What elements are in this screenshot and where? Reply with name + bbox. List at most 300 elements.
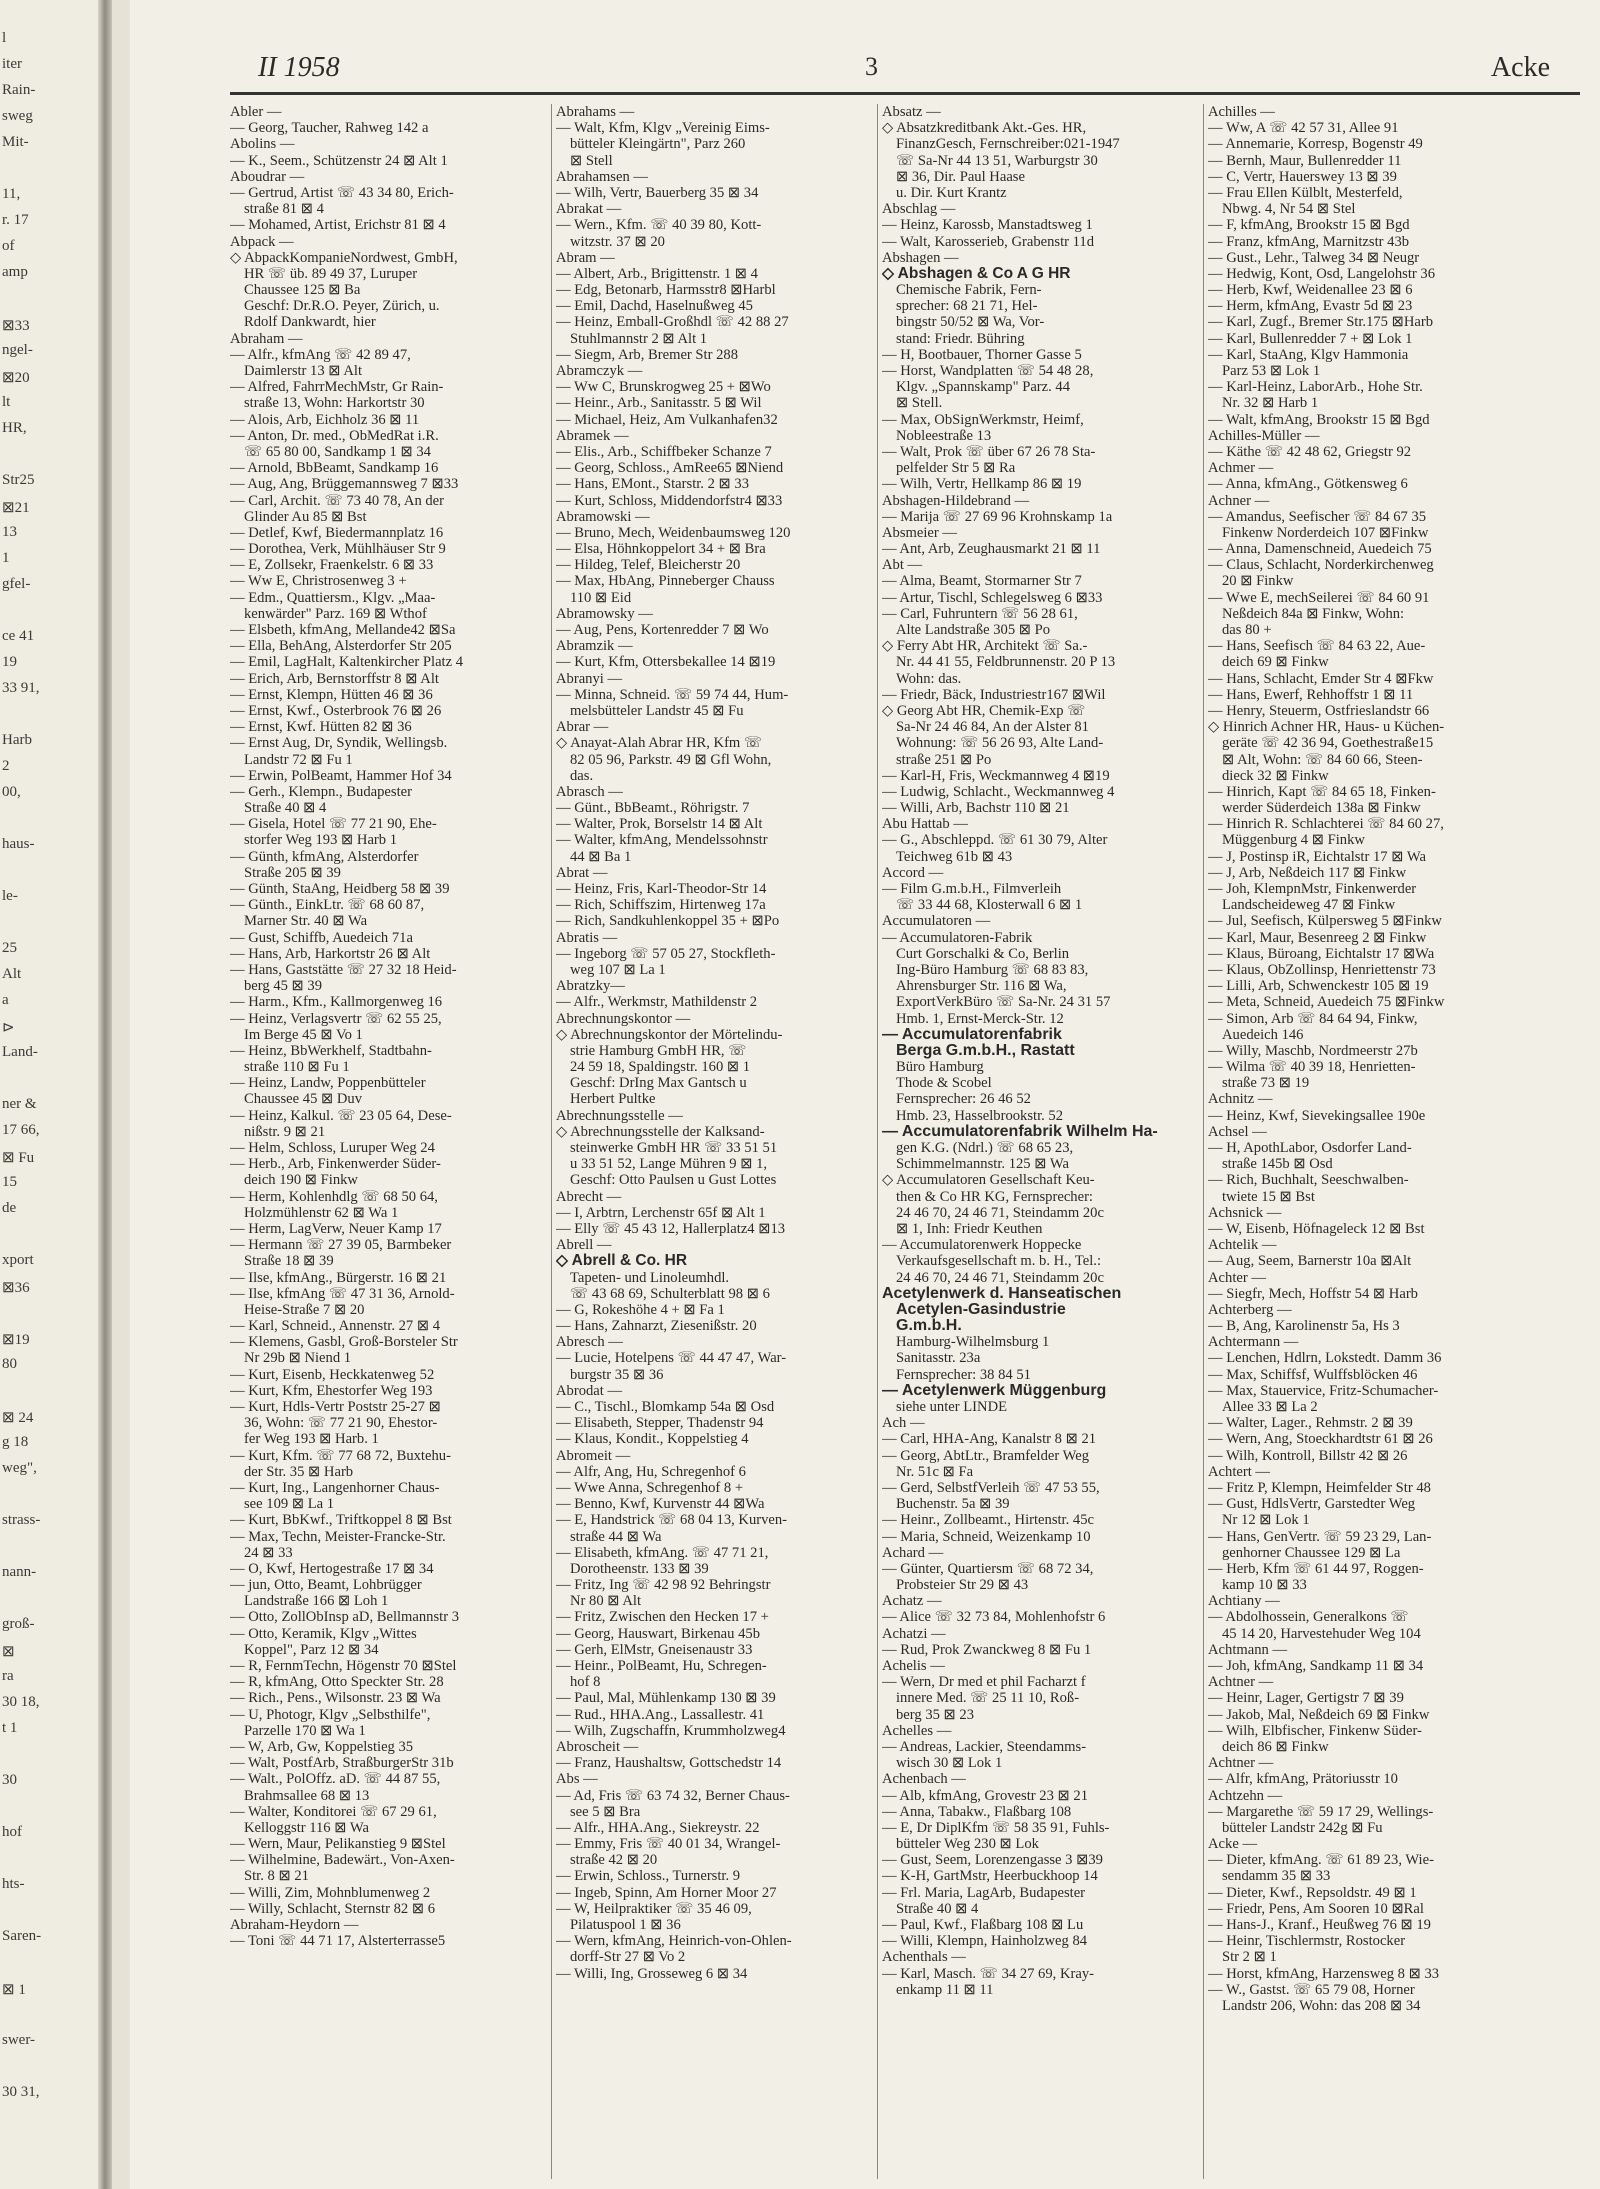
directory-entry: — Kurt, Hdls-Vertr Poststr 25-27 ⊠: [230, 1399, 441, 1415]
directory-entry: — Kurt, Kfm, Ottersbekallee 14 ⊠19: [556, 654, 776, 671]
previous-page-line: 30 31,: [2, 2084, 40, 2100]
directory-entry: — Hans, Zahnarzt, Ziesenißstr. 20: [556, 1318, 757, 1335]
directory-entry: — Ernst, Kwf., Osterbrook 76 ⊠ 26: [230, 702, 442, 719]
previous-page-line: Land-: [2, 1044, 38, 1060]
directory-entry: Achenbach —: [882, 1771, 966, 1788]
directory-entry: Ing-Büro Hamburg ☏ 68 83 83,: [896, 961, 1089, 978]
previous-page-line: Mit-: [2, 134, 29, 150]
directory-entry: see 109 ⊠ La 1: [244, 1496, 335, 1513]
directory-entry: — Alfr, kfmAng, Prätoriusstr 10: [1208, 1771, 1398, 1788]
previous-page-line: 80: [2, 1356, 17, 1372]
previous-page-line: haus-: [2, 836, 35, 852]
directory-entry: — W., Gastst. ☏ 65 79 08, Horner: [1208, 1981, 1415, 1998]
directory-entry: Abrahams —: [556, 104, 635, 120]
directory-entry: FinanzGesch, Fernschreiber:021-1947: [896, 136, 1120, 153]
directory-entry: bütteler Kleingärtn", Parz 260: [570, 136, 746, 153]
directory-entry: u 33 51 52, Lange Mühren 9 ⊠ 1,: [570, 1156, 768, 1173]
previous-page-line: ngel-: [2, 342, 33, 358]
directory-entry: — H, ApothLabor, Osdorfer Land-: [1208, 1140, 1412, 1156]
directory-entry: strie Hamburg GmbH HR, ☏: [570, 1042, 747, 1059]
directory-entry: — Hans, Schlacht, Emder Str 4 ⊠Fkw: [1208, 670, 1434, 687]
directory-entry: sendamm 35 ⊠ 33: [1222, 1868, 1331, 1885]
directory-entry: — Alfr, Ang, Hu, Schregenhof 6: [556, 1463, 746, 1480]
directory-entry: Abrecht —: [556, 1188, 622, 1205]
directory-entry: — Walt, Karosserieb, Grabenstr 11d: [882, 233, 1095, 250]
directory-entry: innere Med. ☏ 25 11 10, Roß-: [896, 1690, 1080, 1707]
directory-entry: Abu Hattab —: [882, 816, 968, 833]
directory-entry: — Otto, ZollObInsp aD, Bellmannstr 3: [230, 1609, 460, 1626]
directory-entry: Nr. 44 41 55, Feldbrunnenstr. 20 P 13: [896, 654, 1116, 671]
previous-page-line: sweg: [2, 108, 33, 124]
directory-entry: — Willi, Arb, Bachstr 110 ⊠ 21: [882, 800, 1070, 817]
directory-entry: Tapeten- und Linoleumhdl.: [570, 1269, 730, 1286]
directory-entry: — Heinr, Tischlermstr, Rostocker: [1208, 1933, 1406, 1950]
directory-entry: — Herm, kfmAng, Evastr 5d ⊠ 23: [1208, 298, 1413, 315]
directory-entry: — Kurt, Ing., Langenhorner Chaus-: [230, 1479, 440, 1496]
directory-entry: Achtner —: [1208, 1674, 1274, 1691]
directory-entry: berg 45 ⊠ 39: [244, 978, 323, 995]
directory-entry: — Helm, Schloss, Luruper Weg 24: [230, 1140, 435, 1156]
directory-entry: — Günt., BbBeamt., Röhrigstr. 7: [556, 800, 750, 817]
directory-entry: — Albert, Arb., Brigittenstr. 1 ⊠ 4: [556, 265, 758, 282]
directory-entry: Abramek —: [556, 427, 629, 444]
directory-entry: — Gerh, ElMstr, Gneisenaustr 33: [556, 1641, 753, 1658]
directory-entry: — Erwin, PolBeamt, Hammer Hof 34: [230, 767, 452, 784]
directory-entry: — Hans, Gaststätte ☏ 27 32 18 Heid-: [230, 961, 457, 978]
directory-entry: — Willi, Zim, Mohnblumenweg 2: [230, 1884, 431, 1901]
directory-entry: — B, Ang, Karolinenstr 5a, Hs 3: [1208, 1318, 1400, 1335]
directory-entry: — Rich, Schiffszim, Hirtenweg 17a: [556, 897, 766, 914]
directory-entry: — Gerd, SelbstfVerleih ☏ 47 53 55,: [882, 1479, 1100, 1496]
directory-entry: — Frl. Maria, LagArb, Budapester: [882, 1884, 1086, 1901]
directory-entry: Neßdeich 84a ⊠ Finkw, Wohn:: [1222, 605, 1405, 622]
directory-entry: Abroscheit —: [556, 1738, 639, 1755]
directory-entry: Abraham-Heydorn —: [230, 1917, 359, 1933]
column-divider: [551, 104, 552, 2179]
directory-entry: — Klaus, Büroang, Eichtalstr 17 ⊠Wa: [1208, 945, 1435, 962]
directory-entry: Abram —: [556, 249, 615, 266]
directory-entry: Landstr 206, Wohn: das 208 ⊠ 34: [1222, 1997, 1421, 2014]
directory-entry: Nr 29b ⊠ Niend 1: [244, 1350, 352, 1367]
directory-entry: — U, Photogr, Klgv „Selbsthilfe",: [230, 1706, 431, 1723]
previous-page-line: de: [2, 1200, 17, 1216]
directory-entry: — Karl, StaAng, Klgv Hammonia: [1208, 346, 1409, 363]
previous-page-line: 33 91,: [2, 680, 40, 696]
directory-entry: — Ingeb, Spinn, Am Horner Moor 27: [556, 1884, 777, 1901]
directory-entry: Achatz —: [882, 1593, 942, 1610]
directory-entry: Brahmsallee 68 ⊠ 13: [244, 1787, 370, 1804]
previous-page-line: r. 17: [2, 212, 29, 228]
previous-page-line: ⊠21: [2, 500, 30, 516]
directory-entry: ⊠ Alt, Wohn: ☏ 84 60 66, Steen-: [1222, 751, 1423, 768]
previous-page-line: ⊠ 24: [2, 1410, 34, 1426]
directory-entry: — Wwe Anna, Schregenhof 8 +: [556, 1479, 744, 1496]
directory-entry: — Dieter, kfmAng. ☏ 61 89 23, Wie-: [1208, 1852, 1434, 1869]
directory-entry: — Anna, Damenschneid, Auedeich 75: [1208, 541, 1432, 558]
directory-entry: — Ludwig, Schlacht., Weckmannweg 4: [882, 783, 1115, 800]
directory-entry: Heise-Straße 7 ⊠ 20: [244, 1301, 365, 1318]
directory-entry: see 5 ⊠ Bra: [570, 1803, 641, 1820]
previous-page-line: ⊠33: [2, 318, 30, 334]
directory-entry: Abramowski —: [556, 508, 650, 525]
directory-entry: — Walt, Prok ☏ über 67 26 78 Sta-: [882, 443, 1096, 460]
directory-entry: — Karl, Masch. ☏ 34 27 69, Kray-: [882, 1965, 1094, 1982]
directory-entry: — Rud., HHA.Ang., Lassallestr. 41: [556, 1706, 765, 1723]
directory-entry: — Erich, Arb, Bernstorffstr 8 ⊠ Alt: [230, 670, 439, 687]
previous-page-line: iter: [2, 56, 22, 72]
directory-entry: — K-H, GartMstr, Heerbuckhoop 14: [882, 1868, 1098, 1885]
previous-page-line: Alt: [2, 966, 22, 982]
directory-entry: Achilles —: [1208, 104, 1275, 120]
previous-page-line: groß-: [2, 1616, 35, 1632]
previous-page-line: t 1: [2, 1720, 18, 1736]
directory-entry: Abschlag —: [882, 201, 956, 218]
previous-page-line: weg",: [2, 1460, 37, 1476]
directory-entry: — K., Seem., Schützenstr 24 ⊠ Alt 1: [230, 152, 448, 169]
directory-entry: — Erwin, Schloss., Turnerstr. 9: [556, 1868, 741, 1885]
directory-entry: — Elis., Arb., Schiffbeker Schanze 7: [556, 443, 772, 460]
directory-entry: — Heinr., Arb., Sanitasstr. 5 ⊠ Wil: [556, 395, 762, 412]
directory-entry: Hamburg-Wilhelmsburg 1: [896, 1334, 1050, 1351]
directory-entry: — Detlef, Kwf, Biedermannplatz 16: [230, 524, 444, 541]
running-head: Acke: [1490, 52, 1550, 83]
directory-entry: — Max, Stauervice, Fritz-Schumacher-: [1208, 1382, 1439, 1399]
directory-entry: — Emil, LagHalt, Kaltenkircher Platz 4: [230, 654, 464, 671]
directory-entry: Accord —: [882, 864, 944, 881]
previous-page-line: ⊠19: [2, 1332, 30, 1348]
directory-entry: — Hedwig, Kont, Osd, Langelohstr 36: [1208, 265, 1435, 282]
directory-entry: — Georg, Taucher, Rahweg 142 a: [230, 120, 429, 137]
directory-entry: Achtert —: [1208, 1463, 1271, 1480]
directory-entry: — Emil, Dachd, Haselnußweg 45: [556, 298, 753, 315]
directory-entry: witzstr. 37 ⊠ 20: [570, 233, 665, 250]
directory-entry: Abs —: [556, 1771, 598, 1788]
directory-page: [130, 0, 1600, 2189]
directory-entry: — Paul, Kwf., Flaßbarg 108 ⊠ Lu: [882, 1917, 1084, 1933]
directory-entry: — Wwe E, mechSeilerei ☏ 84 60 91: [1208, 589, 1430, 606]
directory-entry: — E, Dr DiplKfm ☏ 58 35 91, Fuhls-: [882, 1819, 1110, 1836]
directory-entry: Chaussee 125 ⊠ Ba: [244, 282, 361, 299]
directory-entry: ◇ Georg Abt HR, Chemik-Exp ☏: [882, 702, 1086, 719]
previous-page-line: ⊠ Fu: [2, 1150, 35, 1166]
directory-entry: — Herm, LagVerw, Neuer Kamp 17: [230, 1220, 442, 1237]
directory-entry: — Heinz, Karossb, Manstadtsweg 1: [882, 217, 1093, 234]
directory-entry: Achter —: [1208, 1269, 1266, 1286]
directory-entry: — Ww C, Brunskrogweg 25 + ⊠Wo: [556, 379, 771, 396]
directory-entry: Achelles —: [882, 1722, 952, 1739]
directory-entry: ◇ Abshagen & Co A G HR: [882, 265, 1071, 282]
directory-entry: — Karl-Heinz, LaborArb., Hohe Str.: [1208, 379, 1423, 396]
directory-entry: — Ernst, Klempn, Hütten 46 ⊠ 36: [230, 686, 433, 703]
directory-entry: Acetylen-Gasindustrie: [896, 1301, 1066, 1318]
directory-entry: Absatz —: [882, 104, 941, 120]
directory-entry: Achtermann —: [1208, 1334, 1299, 1351]
directory-entry: Landstraße 166 ⊠ Loh 1: [244, 1593, 389, 1610]
directory-entry: — Amandus, Seefischer ☏ 84 67 35: [1208, 508, 1427, 525]
directory-entry: — Wilh, Vertr, Hellkamp 86 ⊠ 19: [882, 476, 1082, 493]
directory-entry: straße 44 ⊠ Wa: [570, 1528, 662, 1545]
directory-entry: — Joh, KlempnMstr, Finkenwerder: [1208, 881, 1417, 897]
column-divider: [1203, 104, 1204, 2179]
directory-entry: 24 46 70, 24 46 71, Steindamm 20c: [896, 1204, 1104, 1221]
directory-entry: Im Berge 45 ⊠ Vo 1: [244, 1026, 363, 1043]
directory-entry: — Heinz, BbWerkhelf, Stadtbahn-: [230, 1042, 432, 1059]
directory-entry: Acke —: [1208, 1836, 1258, 1853]
directory-entry: — Accumulatorenwerk Hoppecke: [882, 1237, 1082, 1254]
directory-entry: siehe unter LINDE: [896, 1399, 1008, 1415]
directory-entry: Teichweg 61b ⊠ 43: [896, 848, 1013, 865]
directory-entry: — Elsa, Höhnkoppelort 34 + ⊠ Bra: [556, 541, 766, 558]
directory-entry: straße 145b ⊠ Osd: [1222, 1156, 1333, 1173]
directory-entry: then & Co HR KG, Fernsprecher:: [896, 1188, 1093, 1205]
previous-page-line: of: [2, 238, 15, 254]
directory-entry: bingstr 50/52 ⊠ Wa, Vor-: [896, 314, 1045, 331]
directory-entry: Ach —: [882, 1415, 925, 1432]
directory-entry: — H, Bootbauer, Thorner Gasse 5: [882, 346, 1082, 363]
directory-entry: ☏ Sa-Nr 44 13 51, Warburgstr 30: [896, 152, 1098, 169]
directory-entry: Achsel —: [1208, 1123, 1267, 1140]
directory-entry: genhorner Chaussee 129 ⊠ La: [1222, 1544, 1401, 1561]
directory-entry: Büro Hamburg: [896, 1059, 984, 1076]
directory-entry: — Alfr., Werkmstr, Mathildenstr 2: [556, 994, 758, 1011]
directory-entry: — Harm., Kfm., Kallmorgenweg 16: [230, 994, 443, 1011]
directory-entry: — Aug, Seem, Barnerstr 10a ⊠Alt: [1208, 1253, 1412, 1270]
directory-entry: storfer Weg 193 ⊠ Harb 1: [244, 832, 398, 849]
directory-entry: — Hans, EMont., Starstr. 2 ⊠ 33: [556, 476, 750, 493]
directory-entry: ☏ 65 80 00, Sandkamp 1 ⊠ 34: [244, 443, 431, 460]
directory-entry: deich 86 ⊠ Finkw: [1222, 1738, 1329, 1755]
directory-entry: — W, Heilpraktiker ☏ 35 46 09,: [556, 1900, 752, 1917]
previous-page-line: 19: [2, 654, 17, 670]
directory-entry: burgstr 35 ⊠ 36: [570, 1366, 664, 1383]
directory-entry: steinwerke GmbH HR ☏ 33 51 51: [570, 1140, 778, 1156]
directory-entry: Berga G.m.b.H., Rastatt: [896, 1042, 1075, 1059]
directory-entry: Chaussee 45 ⊠ Duv: [244, 1091, 363, 1108]
directory-entry: — Acetylenwerk Müggenburg: [882, 1382, 1107, 1399]
directory-entry: — Walter, Prok, Borselstr 14 ⊠ Alt: [556, 816, 763, 833]
directory-entry: — Herb, Kfm ☏ 61 44 97, Roggen-: [1208, 1560, 1424, 1577]
directory-entry: — Hinrich R. Schlachterei ☏ 84 60 27,: [1208, 816, 1444, 833]
directory-entry: — Hans, Ewerf, Rehhoffstr 1 ⊠ 11: [1208, 686, 1414, 703]
directory-entry: — Accumulatorenfabrik: [882, 1026, 1062, 1043]
directory-entry: — Karl, Zugf., Bremer Str.175 ⊠Harb: [1208, 314, 1434, 331]
previous-page-line: HR,: [2, 420, 27, 436]
directory-entry: 82 05 96, Parkstr. 49 ⊠ Gfl Wohn,: [570, 751, 772, 768]
directory-entry: Abshagen-Hildebrand —: [882, 492, 1030, 509]
column-divider: [877, 104, 878, 2179]
directory-entry: ⊠ Stell.: [896, 395, 943, 412]
directory-entry: — Kurt, Schloss, Middendorfstr4 ⊠33: [556, 492, 783, 509]
directory-entry: — I, Arbtrn, Lerchenstr 65f ⊠ Alt 1: [556, 1204, 766, 1221]
directory-entry: stand: Friedr. Bühring: [896, 330, 1025, 347]
directory-entry: Achner —: [1208, 492, 1270, 509]
directory-entry: — Siegm, Arb, Bremer Str 288: [556, 346, 739, 363]
directory-entry: gen K.G. (Ndrl.) ☏ 68 65 23,: [896, 1140, 1074, 1156]
directory-entry: ◇ AbpackKompanieNordwest, GmbH,: [230, 249, 458, 266]
directory-entry: Ahrensburger Str. 116 ⊠ Wa,: [896, 978, 1067, 995]
directory-entry: — Marija ☏ 27 69 96 Krohnskamp 1a: [882, 508, 1113, 525]
directory-entry: — Rich, Buchhalt, Seeschwalben-: [1208, 1172, 1409, 1189]
directory-entry: Glinder Au 85 ⊠ Bst: [244, 508, 367, 525]
directory-entry: — Joh, kfmAng, Sandkamp 11 ⊠ 34: [1208, 1658, 1424, 1674]
directory-entry: 44 ⊠ Ba 1: [570, 848, 632, 865]
directory-entry: ⊠ Stell: [570, 152, 613, 169]
directory-entry: Abramowsky —: [556, 605, 653, 622]
directory-entry: — Wern, Maur, Pelikanstieg 9 ⊠Stel: [230, 1836, 446, 1853]
directory-entry: Abromeit —: [556, 1447, 631, 1464]
directory-entry: — Gerh., Klempn., Budapester: [230, 783, 412, 800]
directory-entry: Abshagen —: [882, 249, 959, 266]
directory-entry: — Heinz, Verlagsvertr ☏ 62 55 25,: [230, 1010, 442, 1027]
previous-page-line: xport: [2, 1252, 34, 1268]
directory-entry: ◇ Anayat-Alah Abrar HR, Kfm ☏: [556, 735, 763, 752]
directory-entry: weg 107 ⊠ La 1: [570, 961, 666, 978]
directory-entry: bütteler Landstr 242g ⊠ Fu: [1222, 1819, 1383, 1836]
directory-entry: Fernsprecher: 26 46 52: [896, 1091, 1031, 1108]
directory-entry: — Kurt, Kfm. ☏ 77 68 72, Buxtehu-: [230, 1447, 451, 1464]
directory-entry: — G, Rokeshöhe 4 + ⊠ Fa 1: [556, 1301, 725, 1318]
directory-entry: Verkaufsgesellschaft m. b. H., Tel.:: [896, 1253, 1101, 1270]
directory-entry: melsbütteler Landstr 45 ⊠ Fu: [570, 702, 744, 719]
directory-entry: Abt —: [882, 557, 923, 574]
directory-entry: Kelloggstr 116 ⊠ Wa: [244, 1819, 369, 1836]
previous-page-line: 13: [2, 524, 17, 540]
directory-entry: — Günth., EinkLtr. ☏ 68 60 87,: [230, 897, 425, 914]
directory-entry: — Heinz, Kwf, Sievekingsallee 190e: [1208, 1107, 1426, 1124]
previous-page-line: a: [2, 992, 9, 1008]
directory-entry: — F, kfmAng, Brookstr 15 ⊠ Bgd: [1208, 217, 1410, 234]
directory-entry: Abolins —: [230, 136, 295, 153]
directory-entry: — Günth, kfmAng, Alsterdorfer: [230, 848, 419, 865]
directory-entry: Geschf: Dr.R.O. Peyer, Zürich, u.: [244, 298, 440, 315]
directory-entry: hof 8: [570, 1674, 601, 1691]
directory-entry: dieck 32 ⊠ Finkw: [1222, 767, 1329, 784]
directory-entry: Straße 18 ⊠ 39: [244, 1253, 334, 1270]
directory-entry: — Walter, kfmAng, Mendelssohnstr: [556, 832, 768, 849]
previous-page-line: ⊳: [2, 1020, 15, 1036]
directory-entry: — Heinr., Zollbeamt., Hirtenstr. 45c: [882, 1512, 1094, 1529]
directory-entry: Parzelle 170 ⊠ Wa 1: [244, 1722, 366, 1739]
directory-entry: — C., Tischl., Blomkamp 54a ⊠ Osd: [556, 1399, 775, 1415]
directory-entry: — Rud, Prok Zwanckweg 8 ⊠ Fu 1: [882, 1641, 1092, 1658]
previous-page-edge: [0, 0, 112, 2189]
directory-entry: — Franz, Haushaltsw, Gottschedstr 14: [556, 1755, 782, 1772]
directory-entry: — Heinr., PolBeamt, Hu, Schregen-: [556, 1658, 767, 1674]
directory-entry: — Bruno, Mech, Weidenbaumsweg 120: [556, 524, 791, 541]
directory-entry: — Herb., Arb, Finkenwerder Süder-: [230, 1156, 441, 1173]
directory-entry: — Walter, Konditorei ☏ 67 29 61,: [230, 1803, 437, 1820]
directory-entry: Nbwg. 4, Nr 54 ⊠ Stel: [1222, 201, 1356, 218]
previous-page-line: ⊠20: [2, 370, 30, 386]
directory-entry: — Margarethe ☏ 59 17 29, Wellings-: [1208, 1803, 1434, 1820]
column-1: [230, 104, 550, 1949]
directory-entry: HR ☏ üb. 89 49 37, Luruper: [244, 265, 418, 282]
previous-page-line: l: [2, 30, 7, 46]
directory-entry: — Ingeborg ☏ 57 05 27, Stockfleth-: [556, 945, 776, 962]
directory-entry: u. Dir. Kurt Krantz: [896, 184, 1007, 201]
column-3: [882, 104, 1202, 1998]
directory-entry: — Dorothea, Verk, Mühlhäuser Str 9: [230, 541, 446, 558]
directory-entry: Thode & Scobel: [896, 1075, 992, 1092]
directory-entry: — Günter, Quartiersm ☏ 68 72 34,: [882, 1560, 1094, 1577]
directory-entry: kamp 10 ⊠ 33: [1222, 1577, 1307, 1594]
directory-entry: Geschf: Otto Paulsen u Gust Lottes: [570, 1172, 777, 1189]
directory-entry: straße 81 ⊠ 4: [244, 201, 324, 218]
directory-entry: — Hinrich, Kapt ☏ 84 65 18, Finken-: [1208, 783, 1436, 800]
directory-entry: 20 ⊠ Finkw: [1222, 573, 1294, 590]
directory-entry: Alte Landstraße 305 ⊠ Po: [896, 622, 1051, 638]
directory-entry: — Alice ☏ 32 73 84, Mohlenhofstr 6: [882, 1609, 1106, 1626]
directory-entry: Wohnung: ☏ 56 26 93, Alte Land-: [896, 735, 1104, 752]
directory-entry: Straße 205 ⊠ 39: [244, 864, 341, 881]
directory-entry: Abratzky—: [556, 978, 625, 995]
directory-entry: — Heinr, Lager, Gertigstr 7 ⊠ 39: [1208, 1690, 1404, 1707]
directory-entry: Wohn: das.: [896, 670, 962, 687]
previous-page-line: 2: [2, 758, 10, 774]
directory-entry: fer Weg 193 ⊠ Harb. 1: [244, 1431, 379, 1448]
previous-page-line: ⊠36: [2, 1280, 30, 1296]
directory-entry: — Willy, Maschb, Nordmeerstr 27b: [1208, 1042, 1418, 1059]
directory-entry: — Lilli, Arb, Schwenckestr 105 ⊠ 19: [1208, 978, 1429, 995]
directory-entry: sprecher: 68 21 71, Hel-: [896, 298, 1038, 315]
directory-entry: — Kurt, BbKwf., Triftkoppel 8 ⊠ Bst: [230, 1512, 452, 1529]
directory-entry: — Gust, Schiffb, Auedeich 71a: [230, 929, 413, 946]
directory-entry: — Ilse, kfmAng., Bürgerstr. 16 ⊠ 21: [230, 1269, 447, 1286]
previous-page-line: hts-: [2, 1876, 25, 1892]
directory-entry: Nr 12 ⊠ Lok 1: [1222, 1512, 1310, 1529]
directory-entry: — Karl-H, Fris, Weckmannweg 4 ⊠19: [882, 767, 1110, 784]
directory-entry: Landscheideweg 47 ⊠ Finkw: [1222, 897, 1396, 914]
directory-entry: — Elsbeth, kfmAng, Mellande42 ⊠Sa: [230, 622, 456, 638]
directory-entry: — Alfr., HHA.Ang., Siekreystr. 22: [556, 1819, 760, 1836]
previous-page-line: gfel-: [2, 576, 31, 592]
directory-entry: Achtzehn —: [1208, 1787, 1283, 1804]
directory-entry: — W, Eisenb, Höfnageleck 12 ⊠ Bst: [1208, 1220, 1425, 1237]
directory-entry: deich 190 ⊠ Finkw: [244, 1172, 358, 1189]
directory-entry: Accumulatoren —: [882, 913, 991, 930]
directory-entry: — Paul, Mal, Mühlenkamp 130 ⊠ 39: [556, 1690, 776, 1707]
directory-entry: — Elisabeth, kfmAng. ☏ 47 71 21,: [556, 1544, 769, 1561]
previous-page-line: ⊠ 1: [2, 1982, 26, 1998]
directory-entry: Geschf: DrIng Max Gantsch u: [570, 1075, 747, 1092]
directory-entry: — Arnold, BbBeamt, Sandkamp 16: [230, 460, 439, 477]
directory-entry: Nobleestraße 13: [896, 427, 992, 444]
column-4: [1208, 104, 1528, 2014]
directory-entry: kenwärder" Parz. 169 ⊠ Wthof: [244, 605, 427, 622]
directory-entry: — Benno, Kwf, Kurvenstr 44 ⊠Wa: [556, 1496, 765, 1513]
previous-page-line: ra: [2, 1668, 14, 1684]
directory-entry: — Annemarie, Korresp, Bogenstr 49: [1208, 136, 1423, 153]
directory-entry: Abrell —: [556, 1237, 612, 1254]
directory-entry: ⊠ 36, Dir. Paul Haase: [896, 168, 1025, 185]
directory-entry: — Ad, Fris ☏ 63 74 32, Berner Chaus-: [556, 1787, 790, 1804]
directory-entry: straße 42 ⊠ 20: [570, 1852, 658, 1869]
directory-entry: ◇ Ferry Abt HR, Architekt ☏ Sa.-: [882, 638, 1088, 655]
directory-entry: — Klaus, ObZollinsp, Henriettenstr 73: [1208, 961, 1436, 978]
directory-entry: Abresch —: [556, 1334, 623, 1351]
directory-entry: ◇ Abrechnungsstelle der Kalksand-: [556, 1123, 765, 1140]
directory-entry: Landstr 72 ⊠ Fu 1: [244, 751, 353, 768]
directory-entry: Absmeier —: [882, 524, 957, 541]
directory-entry: 24 ⊠ 33: [244, 1544, 293, 1561]
directory-entry: — Bernh, Maur, Bullenredder 11: [1208, 152, 1402, 169]
directory-entry: — Siegfr, Mech, Hoffstr 54 ⊠ Harb: [1208, 1285, 1418, 1302]
directory-entry: — Film G.m.b.H., Filmverleih: [882, 881, 1062, 897]
directory-entry: — Walt, kfmAng, Brookstr 15 ⊠ Bgd: [1208, 411, 1430, 428]
directory-entry: Klgv. „Spannskamp" Parz. 44: [896, 379, 1071, 396]
directory-entry: — Wern., Kfm. ☏ 40 39 80, Kott-: [556, 217, 762, 234]
directory-entry: — Edg, Betonarb, Harmsstr8 ⊠Harbl: [556, 282, 776, 299]
